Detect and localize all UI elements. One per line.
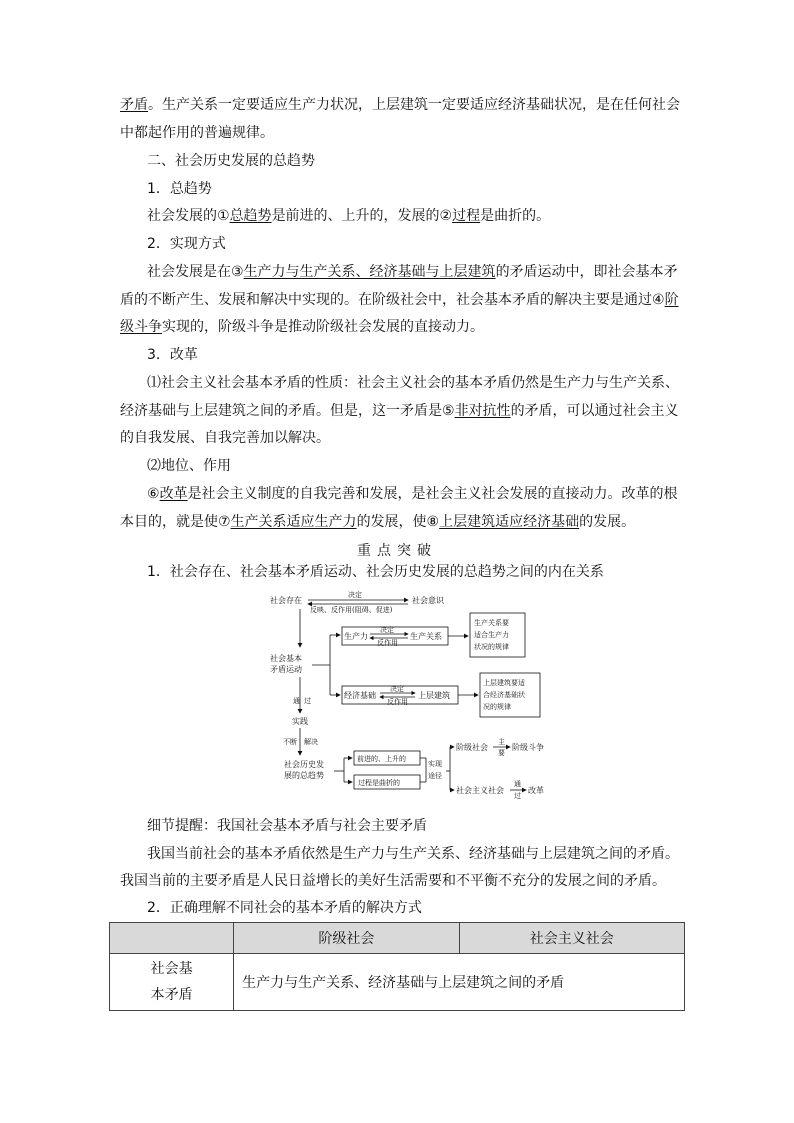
answer-blank: 矛盾 (120, 97, 148, 113)
node-trend-2: 展的总趋势 (284, 771, 324, 780)
para-line: 社会发展的①总趋势是前进的、上升的，发展的②过程是曲折的。 (147, 208, 551, 224)
node-class-struggle: 阶级斗争 (512, 743, 544, 752)
para-line: 经济基础与上层建筑之间的矛盾。但是，这一矛盾是⑤非对抗性的矛盾，可以通过社会主义 (120, 403, 679, 419)
tip-line-1: 我国当前社会的基本矛盾依然是生产力与生产关系、经济基础与上层建筑之间的矛盾。 (147, 846, 679, 862)
para-line: 本目的，就是使⑦生产关系适应生产力的发展，使⑧上层建筑适应经济基础的发展。 (120, 514, 636, 530)
row-header-line: 社会基 (150, 961, 193, 977)
law-box-2-line: 合经济基础状 (483, 691, 525, 699)
para-line-2: 中都起作用的普遍规律。 (120, 125, 274, 141)
para-line-1: 矛盾。生产关系一定要适应生产力状况，上层建筑一定要适应经济基础状况，是在任何社会 (120, 97, 680, 113)
section-heading: 二、社会历史发展的总趋势 (147, 153, 315, 169)
answer-blank: 级斗争 (120, 319, 162, 335)
subsection-heading: 2．实现方式 (147, 236, 226, 252)
label-constantly: 不断 (283, 738, 297, 746)
para-line: ⑵地位、作用 (147, 458, 231, 474)
node-socialist-society: 社会主义社会 (456, 786, 504, 795)
label-reflect: 反映、反作用(阻碍、促进) (310, 606, 393, 614)
key-point-1: 1．社会存在、社会基本矛盾运动、社会历史发展的总趋势之间的内在关系 (147, 564, 604, 580)
label-through: 通 (293, 697, 300, 705)
node-reform: 改革 (528, 786, 544, 795)
node-class-society: 阶级社会 (456, 743, 488, 752)
para-line: 盾的不断产生、发展和解决中实现的。在阶级社会中，社会基本矛盾的解决主要是通过④阶 (120, 292, 679, 308)
subsection-heading: 1．总趋势 (147, 181, 212, 197)
law-box-2-line: 上层建筑要适 (483, 679, 525, 687)
label-decide: 决定 (348, 591, 362, 599)
label-realize: 实现 (428, 760, 442, 768)
answer-blank: 改革 (159, 486, 188, 502)
node-forward: 前进的、上升的 (357, 755, 406, 763)
node-tortuous: 过程是曲折的 (358, 779, 400, 787)
label-resolve: 解决 (304, 738, 318, 746)
contradiction-table (109, 922, 685, 1011)
node-superstructure: 上层建筑 (418, 691, 450, 700)
label-through: 过 (304, 697, 311, 705)
table-row (110, 954, 685, 1011)
para-line: ⑥改革是社会主义制度的自我完善和发展，是社会主义社会发展的直接动力。改革的根 (147, 486, 678, 502)
para-line: 社会发展是在③生产力与生产关系、经济基础与上层建筑的矛盾运动中，即社会基本矛 (147, 264, 678, 280)
node-basic-contradiction-2: 矛盾运动 (270, 665, 302, 674)
node-trend-1: 社会历史发 (284, 760, 324, 769)
label-through: 过 (514, 792, 521, 800)
law-box-1-line: 状况的规律 (474, 643, 509, 651)
law-box-2-line: 况的规律 (483, 703, 511, 711)
label-react: 反作用 (377, 639, 398, 647)
label-main: 主 (498, 738, 505, 746)
key-points-heading: 重点突破 (357, 543, 437, 559)
label-main: 要 (498, 749, 505, 757)
subsection-heading: 3．改革 (147, 347, 198, 363)
table-header-cell: 社会主义社会 (459, 923, 684, 954)
para-line: 的自我发展、自我完善加以解决。 (120, 430, 330, 446)
table-header-cell: 阶级社会 (234, 923, 459, 954)
law-box-1-line: 适合生产力 (474, 631, 509, 639)
node-social-existence: 社会存在 (270, 596, 302, 605)
node-relations-production: 生产关系 (410, 632, 442, 641)
answer-blank: 阶 (664, 292, 679, 308)
answer-blank: 总趋势 (229, 208, 272, 224)
row-header-line: 本矛盾 (150, 987, 193, 1003)
key-point-2: 2．正确理解不同社会的基本矛盾的解决方式 (147, 900, 422, 916)
node-basic-contradiction-1: 社会基本 (270, 654, 302, 663)
answer-blank: 生产关系适应生产力 (230, 514, 357, 530)
row-header (110, 954, 234, 1011)
node-economic-base: 经济基础 (344, 691, 376, 700)
label-react: 反作用 (387, 698, 408, 706)
relationship-diagram (260, 585, 560, 800)
tip-heading: 细节提醒：我国社会基本矛盾与社会主要矛盾 (147, 818, 427, 834)
tip-line-2: 我国当前的主要矛盾是人民日益增长的美好生活需要和不平衡不充分的发展之间的矛盾。 (120, 873, 666, 889)
node-practice: 实践 (292, 717, 308, 726)
answer-blank: 上层建筑适应经济基础 (439, 514, 580, 530)
answer-blank: 生产力与生产关系、经济基础与上层建筑 (243, 264, 496, 280)
table-header-row (110, 923, 685, 954)
para-line: ⑴社会主义社会基本矛盾的性质：社会主义社会的基本矛盾仍然是生产力与生产关系、 (147, 375, 679, 391)
para-line: 级斗争实现的，阶级斗争是推动阶级社会发展的直接动力。 (120, 319, 484, 335)
node-productive-forces: 生产力 (344, 632, 368, 641)
answer-blank: 过程 (452, 208, 481, 224)
law-box-1-line: 生产关系要 (474, 619, 509, 627)
label-through: 通 (514, 780, 521, 788)
node-social-consciousness: 社会意识 (412, 596, 444, 605)
label-decide: 决定 (380, 626, 394, 634)
label-decide: 决定 (390, 685, 404, 693)
answer-blank: 非对抗性 (454, 403, 511, 419)
table-cell: 生产力与生产关系、经济基础与上层建筑之间的矛盾 (234, 954, 685, 1011)
table-header-cell (110, 923, 234, 954)
label-approach: 途径 (428, 772, 442, 780)
